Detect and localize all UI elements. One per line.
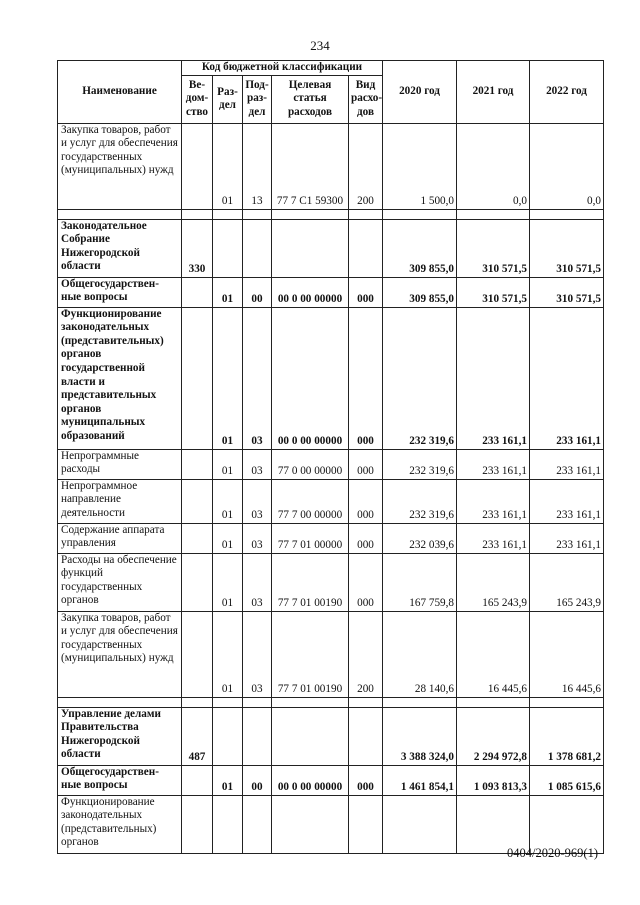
ved-cell: [182, 553, 213, 611]
y2021-cell: 16 445,6: [457, 611, 530, 697]
celevaya-cell: 00 0 00 00000: [272, 765, 349, 795]
y2021-cell: 165 243,9: [457, 553, 530, 611]
vid-cell: 000: [349, 523, 383, 553]
col-header-2021: 2021 год: [457, 61, 530, 124]
vid-cell: 000: [349, 307, 383, 449]
razdel-cell: [213, 707, 243, 765]
celevaya-cell: 77 7 01 00190: [272, 611, 349, 697]
y2021-cell: 310 571,5: [457, 219, 530, 277]
row-name-cell: Общегосударствен-ные вопросы: [58, 765, 182, 795]
celevaya-cell: 77 7 01 00000: [272, 523, 349, 553]
row-name-cell: Закупка товаров, работ и услуг для обеспечения государственных (муниципальных) нужд: [58, 123, 182, 209]
podrazdel-cell: 03: [243, 479, 272, 523]
vid-cell: 000: [349, 479, 383, 523]
col-header-vid: Вид расхо-дов: [349, 75, 383, 123]
ved-cell: [182, 795, 213, 853]
y2020-cell: 28 140,6: [383, 611, 457, 697]
podrazdel-cell: [243, 707, 272, 765]
spacer-cell: [383, 697, 457, 707]
footer-code: 0404/2020-969(1): [507, 846, 598, 860]
y2022-cell: 233 161,1: [530, 307, 604, 449]
vid-cell: 000: [349, 277, 383, 307]
y2020-cell: 1 500,0: [383, 123, 457, 209]
razdel-cell: 01: [213, 277, 243, 307]
ved-cell: [182, 277, 213, 307]
table-row: [58, 219, 604, 277]
ved-cell: [182, 765, 213, 795]
y2021-cell: 233 161,1: [457, 479, 530, 523]
budget-table: [57, 60, 604, 854]
celevaya-cell: 77 0 00 00000: [272, 449, 349, 479]
razdel-cell: 01: [213, 765, 243, 795]
table-row: [58, 611, 604, 697]
y2021-cell: 233 161,1: [457, 307, 530, 449]
y2020-cell: [383, 795, 457, 853]
ved-cell: [182, 611, 213, 697]
spacer-cell: [213, 209, 243, 219]
table-row: [58, 553, 604, 611]
celevaya-cell: 00 0 00 00000: [272, 307, 349, 449]
y2022-cell: 233 161,1: [530, 479, 604, 523]
podrazdel-cell: 03: [243, 611, 272, 697]
row-name-cell: Функционирование законодательных (представительных) органов государственной власти и представительных органов муниципальных образований: [58, 307, 182, 449]
podrazdel-cell: 00: [243, 277, 272, 307]
spacer-row: [58, 209, 604, 219]
celevaya-cell: [272, 219, 349, 277]
spacer-cell: [530, 209, 604, 219]
celevaya-cell: [272, 707, 349, 765]
ved-cell: [182, 449, 213, 479]
razdel-cell: 01: [213, 611, 243, 697]
row-name-cell: Непрограммное направление деятельности: [58, 479, 182, 523]
col-header-celevaya: Целевая статья расходов: [272, 75, 349, 123]
podrazdel-cell: 03: [243, 449, 272, 479]
y2022-cell: 165 243,9: [530, 553, 604, 611]
spacer-cell: [58, 209, 182, 219]
y2020-cell: 232 319,6: [383, 479, 457, 523]
celevaya-cell: 77 7 00 00000: [272, 479, 349, 523]
y2022-cell: 233 161,1: [530, 523, 604, 553]
ved-cell: 330: [182, 219, 213, 277]
spacer-cell: [457, 697, 530, 707]
row-name-cell: Законодательное Собрание Нижегородской области: [58, 219, 182, 277]
table-row: [58, 307, 604, 449]
table-row: [58, 765, 604, 795]
podrazdel-cell: 00: [243, 765, 272, 795]
y2021-cell: 1 093 813,3: [457, 765, 530, 795]
vid-cell: 000: [349, 449, 383, 479]
y2022-cell: 16 445,6: [530, 611, 604, 697]
razdel-cell: 01: [213, 523, 243, 553]
y2021-cell: 233 161,1: [457, 523, 530, 553]
y2020-cell: 309 855,0: [383, 219, 457, 277]
ved-cell: [182, 479, 213, 523]
y2021-cell: 2 294 972,8: [457, 707, 530, 765]
y2020-cell: 232 039,6: [383, 523, 457, 553]
table-row: [58, 795, 604, 853]
celevaya-cell: 77 7 01 00190: [272, 553, 349, 611]
ved-cell: [182, 123, 213, 209]
razdel-cell: 01: [213, 449, 243, 479]
y2022-cell: 310 571,5: [530, 277, 604, 307]
ved-cell: 487: [182, 707, 213, 765]
y2020-cell: 232 319,6: [383, 307, 457, 449]
y2022-cell: 233 161,1: [530, 449, 604, 479]
table-row: [58, 523, 604, 553]
col-header-group: Код бюджетной классификации: [182, 61, 383, 76]
podrazdel-cell: 13: [243, 123, 272, 209]
spacer-cell: [530, 697, 604, 707]
vid-cell: 000: [349, 765, 383, 795]
podrazdel-cell: 03: [243, 523, 272, 553]
spacer-cell: [272, 209, 349, 219]
spacer-cell: [58, 697, 182, 707]
razdel-cell: [213, 219, 243, 277]
col-header-name: Наименование: [58, 61, 182, 124]
spacer-row: [58, 697, 604, 707]
spacer-cell: [243, 697, 272, 707]
vid-cell: 200: [349, 123, 383, 209]
vid-cell: [349, 795, 383, 853]
y2020-cell: 309 855,0: [383, 277, 457, 307]
y2020-cell: 3 388 324,0: [383, 707, 457, 765]
ved-cell: [182, 523, 213, 553]
spacer-cell: [213, 697, 243, 707]
y2022-cell: 1 085 615,6: [530, 765, 604, 795]
col-header-vedomstvo: Ве-дом-ство: [182, 75, 213, 123]
celevaya-cell: 00 0 00 00000: [272, 277, 349, 307]
col-header-razdel: Раз-дел: [213, 75, 243, 123]
spacer-cell: [457, 209, 530, 219]
row-name-cell: Расходы на обеспечение функций государственных органов: [58, 553, 182, 611]
y2022-cell: 310 571,5: [530, 219, 604, 277]
vid-cell: 200: [349, 611, 383, 697]
celevaya-cell: [272, 795, 349, 853]
table-row: [58, 277, 604, 307]
podrazdel-cell: 03: [243, 553, 272, 611]
spacer-cell: [383, 209, 457, 219]
ved-cell: [182, 307, 213, 449]
row-name-cell: Управление делами Правительства Нижегородской области: [58, 707, 182, 765]
table-body: [58, 123, 604, 853]
vid-cell: [349, 219, 383, 277]
razdel-cell: 01: [213, 123, 243, 209]
page-number: 234: [310, 38, 330, 53]
y2020-cell: 167 759,8: [383, 553, 457, 611]
y2022-cell: 1 378 681,2: [530, 707, 604, 765]
podrazdel-cell: 03: [243, 307, 272, 449]
y2021-cell: [457, 795, 530, 853]
row-name-cell: Общегосударствен-ные вопросы: [58, 277, 182, 307]
y2020-cell: 1 461 854,1: [383, 765, 457, 795]
y2021-cell: 310 571,5: [457, 277, 530, 307]
table-row: [58, 123, 604, 209]
row-name-cell: Закупка товаров, работ и услуг для обеспечения государственных (муниципальных) нужд: [58, 611, 182, 697]
y2021-cell: 0,0: [457, 123, 530, 209]
table-row: [58, 449, 604, 479]
spacer-cell: [349, 697, 383, 707]
col-header-2022: 2022 год: [530, 61, 604, 124]
table-row: [58, 479, 604, 523]
spacer-cell: [182, 209, 213, 219]
table-row: [58, 707, 604, 765]
razdel-cell: 01: [213, 307, 243, 449]
row-name-cell: Непрограммные расходы: [58, 449, 182, 479]
y2021-cell: 233 161,1: [457, 449, 530, 479]
spacer-cell: [243, 209, 272, 219]
podrazdel-cell: [243, 219, 272, 277]
razdel-cell: 01: [213, 479, 243, 523]
vid-cell: [349, 707, 383, 765]
y2022-cell: 0,0: [530, 123, 604, 209]
razdel-cell: 01: [213, 553, 243, 611]
razdel-cell: [213, 795, 243, 853]
y2020-cell: 232 319,6: [383, 449, 457, 479]
celevaya-cell: 77 7 С1 59300: [272, 123, 349, 209]
spacer-cell: [272, 697, 349, 707]
y2022-cell: [530, 795, 604, 853]
col-header-podrazdel: Под-раз-дел: [243, 75, 272, 123]
row-name-cell: Содержание аппарата управления: [58, 523, 182, 553]
vid-cell: 000: [349, 553, 383, 611]
podrazdel-cell: [243, 795, 272, 853]
spacer-cell: [349, 209, 383, 219]
row-name-cell: Функционирование законодательных (представительных) органов: [58, 795, 182, 853]
col-header-2020: 2020 год: [383, 61, 457, 124]
spacer-cell: [182, 697, 213, 707]
